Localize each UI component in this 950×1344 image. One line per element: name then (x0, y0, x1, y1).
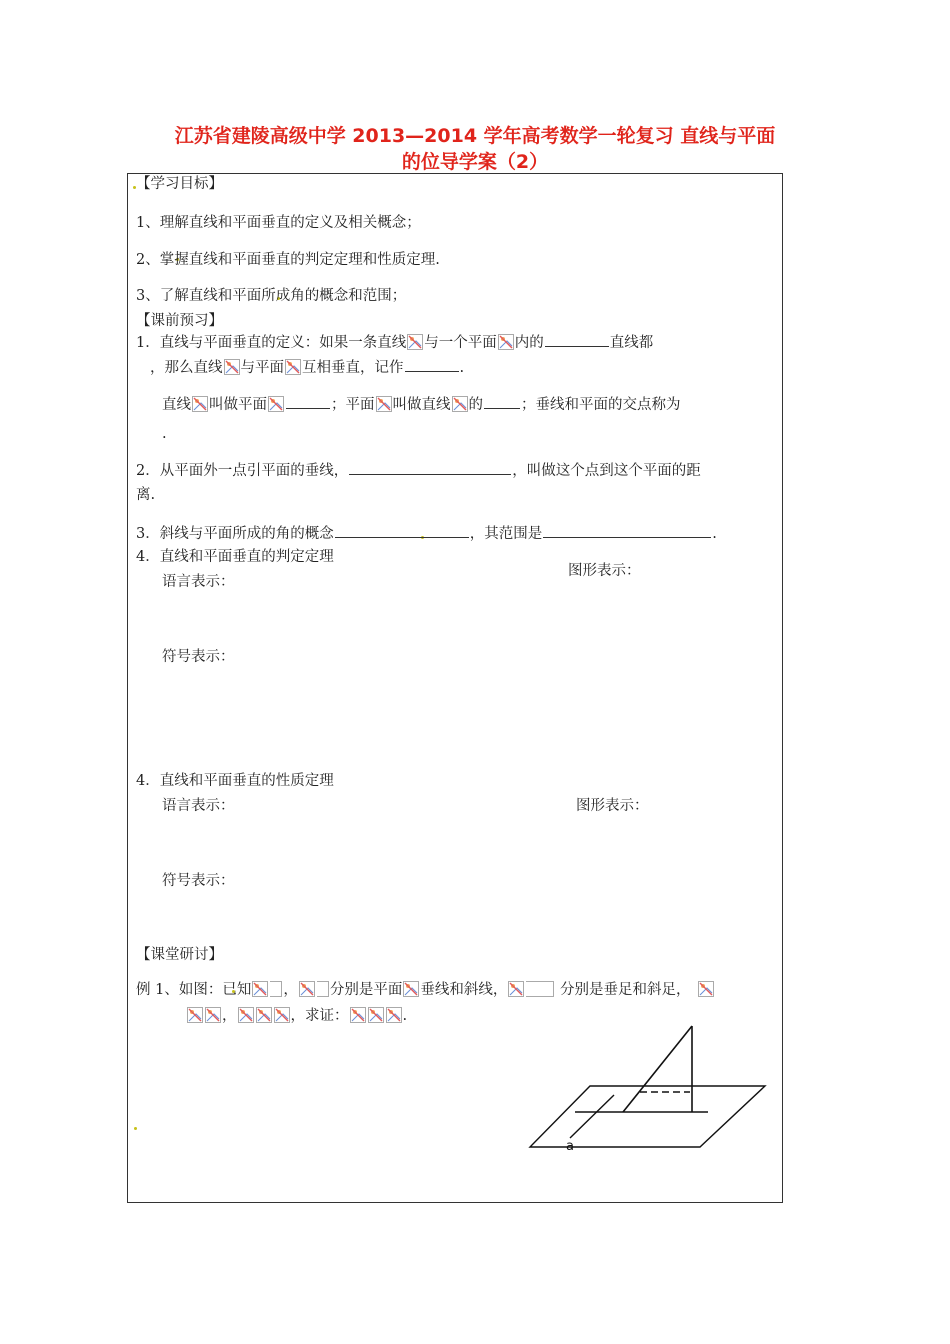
math-image-icon (238, 1007, 254, 1023)
fill-blank[interactable] (545, 332, 609, 347)
question-2-line-1 (136, 460, 701, 481)
math-image-icon (285, 359, 301, 375)
text: 3．斜线与平面所成的角的概念 (136, 526, 334, 542)
fill-blank[interactable] (335, 523, 469, 538)
text: 例 1、如图：已知 (136, 982, 252, 998)
question-5-language-label: 语言表示： (162, 798, 235, 814)
math-image-icon (274, 1007, 290, 1023)
question-4-title: 4．直线和平面垂直的判定定理 (136, 549, 334, 565)
question-5-title: 4．直线和平面垂直的性质定理 (136, 773, 334, 789)
math-image-icon (407, 334, 423, 350)
math-image-icon (386, 1007, 402, 1023)
math-image-icon (350, 1007, 366, 1023)
objectives-header: 【学习目标】 (136, 176, 223, 192)
text: 2．从平面外一点引平面的垂线， (136, 463, 349, 479)
text: 与一个平面 (424, 335, 497, 351)
math-image-icon (403, 981, 419, 997)
text: . (712, 526, 717, 542)
text: ，那么直线 (150, 360, 223, 376)
plane-parallelogram (530, 1086, 765, 1147)
text: 分别是平面 (329, 982, 403, 998)
text: 分别是垂足和斜足， (559, 982, 691, 998)
math-image-frame (317, 981, 329, 997)
math-image-icon (205, 1007, 221, 1023)
math-image-icon (299, 981, 315, 997)
math-image-icon (498, 334, 514, 350)
text: 垂线和斜线， (420, 982, 508, 998)
oblique-line (623, 1026, 692, 1112)
text: ，求证： (290, 1008, 349, 1024)
question-1-line-2 (150, 357, 464, 378)
classroom-header: 【课堂研讨】 (136, 947, 223, 963)
text: ， (283, 982, 298, 998)
text: 与平面 (240, 360, 284, 376)
question-5-figure-label: 图形表示： (576, 798, 649, 814)
objective-item: 1、理解直线和平面垂直的定义及相关概念； (136, 215, 421, 231)
math-image-icon (376, 396, 392, 412)
question-1-line-1 (136, 332, 653, 353)
question-4-language-label: 语言表示： (162, 574, 235, 590)
math-image-icon (187, 1007, 203, 1023)
text: 叫做平面 (209, 397, 267, 413)
math-image-icon (192, 396, 208, 412)
question-1-line-4: . (162, 426, 167, 442)
math-image-icon (268, 396, 284, 412)
question-4-symbol-label: 符号表示： (162, 649, 235, 665)
math-image-icon (224, 359, 240, 375)
text: ， (222, 1008, 237, 1024)
marker-dot (134, 1127, 137, 1130)
math-image-icon (252, 981, 268, 997)
math-image-frame (270, 981, 282, 997)
math-image-icon (368, 1007, 384, 1023)
example-1-line-2 (186, 1006, 407, 1026)
text: 直线都 (609, 335, 654, 351)
example-1-line-1 (136, 980, 715, 1000)
text: . (459, 360, 465, 376)
text: 直线 (162, 397, 191, 413)
title-line-1: 江苏省建陵高级中学 2013—2014 学年高考数学一轮复习 直线与平面 (174, 125, 776, 147)
objective-item: 3、了解直线和平面所成角的概念和范围； (136, 288, 407, 304)
fill-blank[interactable] (349, 460, 511, 475)
objective-item: 2、掌握直线和平面垂直的判定定理和性质定理. (136, 252, 440, 268)
preview-header: 【课前预习】 (136, 313, 223, 329)
math-image-icon (452, 396, 468, 412)
plane-and-lines-figure (520, 1020, 770, 1155)
title-line-2: 的位导学案（2） (401, 151, 549, 173)
text: 1．直线与平面垂直的定义：如果一条直线 (136, 335, 407, 351)
question-2-line-2: 离. (136, 487, 156, 503)
text: ；垂线和平面的交点称为 (521, 397, 681, 413)
fill-blank[interactable] (484, 394, 520, 409)
math-image-frame (526, 981, 554, 997)
fill-blank[interactable] (543, 523, 711, 538)
text: 互相垂直，记作 (302, 360, 404, 376)
text: 内的 (514, 335, 544, 351)
label-a: a (566, 1139, 574, 1154)
fill-blank[interactable] (405, 357, 459, 372)
text: ；平面 (331, 397, 375, 413)
text: ，叫做这个点到这个平面的距 (512, 463, 701, 479)
text: 叫做直线 (392, 397, 451, 413)
math-image-icon (508, 981, 524, 997)
text: . (402, 1008, 408, 1024)
math-image-icon (256, 1007, 272, 1023)
question-4-figure-label: 图形表示： (568, 563, 641, 579)
question-3 (136, 523, 717, 544)
line-a (570, 1095, 614, 1138)
text: ，其范围是 (469, 526, 543, 542)
question-1-line-3 (162, 394, 681, 415)
question-5-symbol-label: 符号表示： (162, 873, 235, 889)
math-image-icon (698, 981, 714, 997)
text: 的 (468, 397, 483, 413)
fill-blank[interactable] (286, 394, 330, 409)
